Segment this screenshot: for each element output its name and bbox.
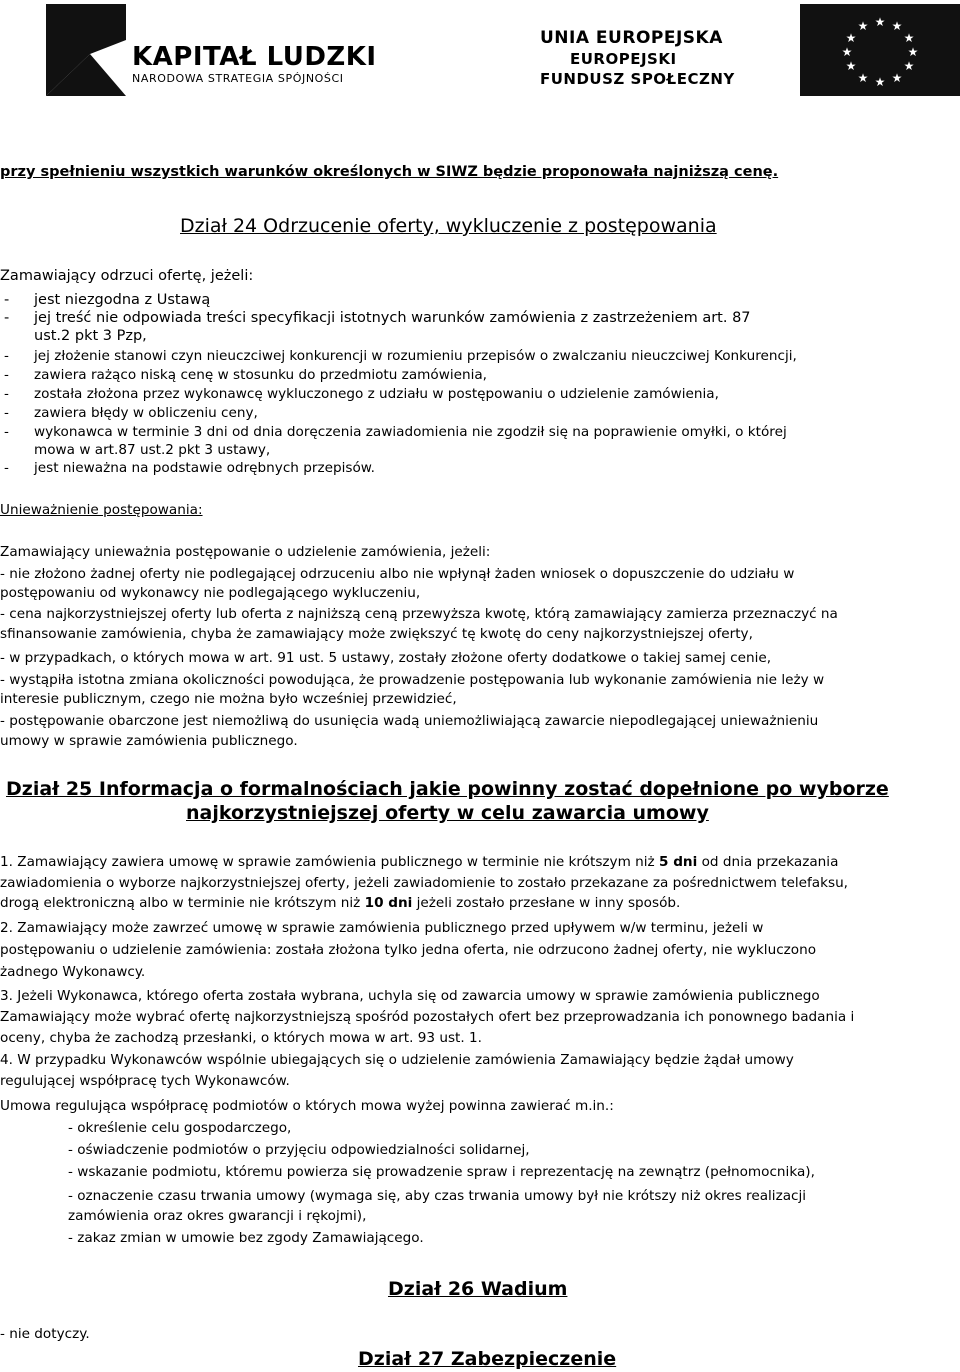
section-25-p5-item: - wskazanie podmiotu, któremu powierza się prowadzenie spraw i reprezentację na zewnątrz (pełnomocnika), (68, 1164, 815, 1180)
svg-text:★: ★ (874, 15, 886, 29)
section-25-p3-line: Zamawiający może wybrać ofertę najkorzystniejszą spośród pozostałych ofert bez przeprowadzania ich ponownego badania i (0, 1009, 855, 1025)
section-25-p5-item: - określenie celu gospodarczego, (68, 1120, 292, 1136)
annulment-lead: Zamawiający unieważnia postępowanie o udzielenie zamówienia, jeżeli: (0, 544, 491, 560)
svg-text:★: ★ (891, 19, 903, 33)
annulment-line: postępowaniu od wykonawcy nie podlegającego wykluczeniu, (0, 585, 421, 601)
section-25-p3-line: 3. Jeżeli Wykonawca, którego oferta została wybrana, uchyla się od zawarcia umowy w sprawie zamówienia publicznego (0, 988, 820, 1004)
svg-text:★: ★ (857, 19, 869, 33)
eu-logo-line3: FUNDUSZ SPOŁECZNY (540, 70, 735, 88)
section-25-p1-line1: 1. Zamawiający zawiera umowę w sprawie zamówienia publicznego w terminie nie krótszym niż 5 dni od dnia przekazania (0, 854, 839, 870)
annulment-line: - wystąpiła istotna zmiana okoliczności powodująca, że prowadzenie postępowania lub wykonanie zamówienia nie leży w (0, 672, 825, 688)
svg-text:★: ★ (845, 59, 857, 73)
section-25-p4-line: 4. W przypadku Wykonawców wspólnie ubiegających się o udzielenie zamówienia Zamawiający będzie żądał umowy (0, 1052, 794, 1068)
section-26-note: - nie dotyczy. (0, 1326, 90, 1342)
annulment-line: - postępowanie obarczone jest niemożliwą do usunięcia wadą uniemożliwiającą zawarcie niepodlegającej unieważnieniu (0, 713, 819, 729)
section-25-p5-item: zamówienia oraz okres gwarancji i rękojmi), (68, 1208, 367, 1224)
kapital-ludzki-subtitle: NARODOWA STRATEGIA SPÓJNOŚCI (132, 72, 344, 85)
annulment-line: - cena najkorzystniejszej oferty lub oferta z najniższą ceną przewyższa kwotę, którą zamawiający zamierza przeznaczyć na (0, 606, 838, 622)
section-25-p3-line: oceny, chyba że zachodzą przesłanki, o których mowa w art. 93 ust. 1. (0, 1030, 482, 1046)
eu-logo-line1: UNIA EUROPEJSKA (540, 28, 723, 48)
annulment-line: umowy w sprawie zamówienia publicznego. (0, 733, 298, 749)
eu-logo-line2: EUROPEJSKI (570, 50, 677, 68)
section-25-p5-item: - oznaczenie czasu trwania umowy (wymaga się, aby czas trwania umowy był nie krótszy niż okres realizacji (68, 1188, 807, 1204)
section-25-title-line2: najkorzystniejszej oferty w celu zawarcia umowy (186, 802, 709, 824)
section-25-p2-line: 2. Zamawiający może zawrzeć umowę w sprawie zamówienia publicznego przed upływem w/w terminu, jeżeli w (0, 920, 764, 936)
eu-flag-icon (800, 4, 960, 96)
svg-text:★: ★ (903, 59, 915, 73)
eu-logo (540, 4, 960, 96)
kapital-ludzki-emblem-icon (46, 4, 126, 96)
svg-text:★: ★ (891, 71, 903, 85)
svg-text:★: ★ (857, 71, 869, 85)
svg-text:★: ★ (845, 31, 857, 45)
section-25-p5: Umowa regulująca współpracę podmiotów o których mowa wyżej powinna zawierać m.in.: (0, 1098, 614, 1114)
section-25-p4-line: regulującej współpracę tych Wykonawców. (0, 1073, 290, 1089)
section-25-p2-line: żadnego Wykonawcy. (0, 964, 146, 980)
section-25-p5-item: - zakaz zmian w umowie bez zgody Zamawiającego. (68, 1230, 424, 1246)
section-25-p5-item: - oświadczenie podmiotów o przyjęciu odpowiedzialności solidarnej, (68, 1142, 530, 1158)
svg-text:★: ★ (903, 31, 915, 45)
svg-text:★: ★ (874, 75, 886, 89)
section-24-title: Dział 24 Odrzucenie oferty, wykluczenie z postępowania (180, 215, 717, 237)
kapital-ludzki-logo (46, 4, 386, 96)
section-24-lead: Zamawiający odrzuci ofertę, jeżeli: (0, 268, 254, 284)
annulment-heading: Unieważnienie postępowania: (0, 502, 203, 518)
annulment-line: interesie publicznym, czego nie można było wcześniej przewidzieć, (0, 691, 457, 707)
section-25-p1-line3: drogą elektroniczną albo w terminie nie krótszym niż 10 dni jeżeli zostało przesłane w inny sposób. (0, 895, 681, 911)
annulment-line: sfinansowanie zamówienia, chyba że zamawiający może zwiększyć tę kwotę do ceny najkorzystniejszej oferty, (0, 626, 753, 642)
svg-text:★: ★ (907, 45, 919, 59)
section-27-title: Dział 27 Zabezpieczenie (358, 1348, 617, 1370)
section-25-title-line1: Dział 25 Informacja o formalnościach jakie powinny zostać dopełnione po wyborze (6, 778, 889, 800)
annulment-line: - w przypadkach, o których mowa w art. 91 ust. 5 ustawy, zostały złożone oferty dodatkowe o takiej samej cenie, (0, 650, 772, 666)
kapital-ludzki-title: KAPITAŁ LUDZKI (132, 42, 377, 72)
section-25-p2-line: postępowaniu o udzielenie zamówienia: została złożona tylko jedna oferta, nie odrzucono żadnej oferty, nie wykluczono (0, 942, 817, 958)
annulment-line: - nie złożono żadnej oferty nie podlegającej odrzuceniu albo nie wpłynął żaden wniosek o dopuszczenie do udziału w (0, 566, 795, 582)
section-26-title: Dział 26 Wadium (388, 1278, 568, 1300)
section-25-p1-line2: zawiadomienia o wyborze najkorzystniejszej oferty, jeżeli zawiadomienie to zostało przekazane za pośrednictwem telefaksu, (0, 875, 849, 891)
svg-text:★: ★ (841, 45, 853, 59)
intro-line: przy spełnieniu wszystkich warunków określonych w SIWZ będzie proponowała najniższą cenę. (0, 164, 779, 180)
